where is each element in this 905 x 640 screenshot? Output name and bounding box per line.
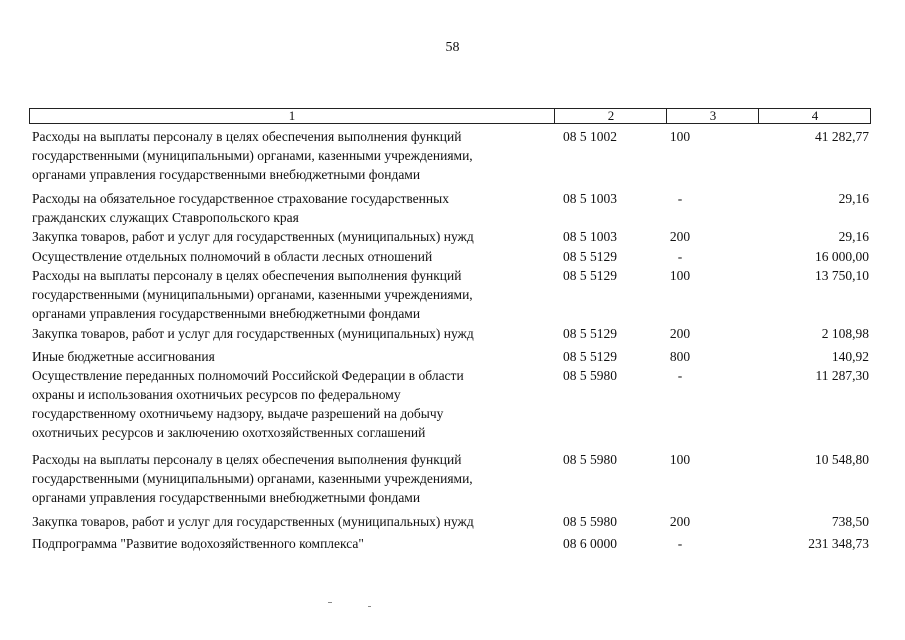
row-description (32, 324, 532, 343)
row-code: 08 5 5129 (563, 249, 617, 264)
description-line: Закупка товаров, работ и услуг для государственных (муниципальных) нужд (32, 229, 474, 244)
row-expense-type: 800 (669, 349, 691, 364)
row-description (32, 366, 532, 442)
row-expense-type: - (677, 536, 683, 551)
row-expense-type: 100 (669, 129, 691, 144)
table-header (29, 108, 871, 124)
row-expense-type: 100 (669, 452, 691, 467)
description-line: охотничьих ресурсов и заключению охотхозяйственных соглашений (32, 425, 426, 440)
row-amount: 140,92 (831, 349, 869, 364)
row-amount: 231 348,73 (808, 536, 869, 551)
header-col-2: 2 (554, 109, 667, 123)
row-expense-type: 200 (669, 326, 691, 341)
row-code: 08 5 5980 (563, 368, 617, 383)
row-code: 08 5 5129 (563, 349, 617, 364)
row-expense-type: - (677, 191, 683, 206)
description-line: Закупка товаров, работ и услуг для государственных (муниципальных) нужд (32, 326, 474, 341)
row-description (32, 189, 532, 227)
row-description (32, 127, 532, 184)
row-code: 08 5 5129 (563, 268, 617, 283)
description-line: Осуществление переданных полномочий Российской Федерации в области (32, 368, 464, 383)
row-code: 08 5 5980 (563, 514, 617, 529)
row-expense-type: - (677, 249, 683, 264)
row-expense-type: 200 (669, 514, 691, 529)
description-line: органами управления государственными внебюджетными фондами (32, 167, 421, 182)
row-expense-type: 200 (669, 229, 691, 244)
row-amount: 10 548,80 (815, 452, 869, 467)
description-line: Закупка товаров, работ и услуг для государственных (муниципальных) нужд (32, 514, 474, 529)
description-line: Иные бюджетные ассигнования (32, 349, 215, 364)
row-amount: 29,16 (838, 229, 869, 244)
row-amount: 16 000,00 (815, 249, 869, 264)
description-line: органами управления государственными внебюджетными фондами (32, 306, 421, 321)
row-code: 08 5 1003 (563, 191, 617, 206)
header-col-4: 4 (758, 109, 871, 123)
row-expense-type: 100 (669, 268, 691, 283)
description-line: органами управления государственными внебюджетными фондами (32, 490, 421, 505)
row-amount: 2 108,98 (821, 326, 869, 341)
row-description (32, 347, 532, 366)
scan-marks (320, 600, 380, 612)
row-description (32, 266, 532, 323)
row-amount: 738,50 (831, 514, 869, 529)
description-line: государственному охотничьему надзору, выдаче разрешений на добычу (32, 406, 444, 421)
description-line: Расходы на выплаты персоналу в целях обеспечения выполнения функций (32, 129, 462, 144)
row-amount: 11 287,30 (815, 368, 869, 383)
description-line: гражданских служащих Ставропольского края (32, 210, 299, 225)
row-description (32, 450, 532, 507)
row-code: 08 5 5980 (563, 452, 617, 467)
row-code: 08 5 1003 (563, 229, 617, 244)
page-number: 58 (445, 40, 460, 55)
description-line: государственными (муниципальными) органами, казенными учреждениями, (32, 471, 473, 486)
header-col-3: 3 (666, 109, 759, 123)
description-line: государственными (муниципальными) органами, казенными учреждениями, (32, 287, 473, 302)
row-code: 08 6 0000 (563, 536, 617, 551)
header-col-1: 1 (288, 108, 296, 123)
row-description (32, 247, 532, 266)
row-description (32, 227, 532, 246)
description-line: Расходы на выплаты персоналу в целях обеспечения выполнения функций (32, 268, 462, 283)
description-line: охраны и использования охотничьих ресурсов по федеральному (32, 387, 401, 402)
row-description (32, 534, 532, 553)
description-line: Расходы на обязательное государственное страхование государственных (32, 191, 449, 206)
row-expense-type: - (677, 368, 683, 383)
row-amount: 13 750,10 (815, 268, 869, 283)
row-code: 08 5 1002 (563, 129, 617, 144)
description-line: Осуществление отдельных полномочий в области лесных отношений (32, 249, 433, 264)
description-line: государственными (муниципальными) органами, казенными учреждениями, (32, 148, 473, 163)
row-description (32, 512, 532, 531)
description-line: Расходы на выплаты персоналу в целях обеспечения выполнения функций (32, 452, 462, 467)
row-code: 08 5 5129 (563, 326, 617, 341)
row-amount: 41 282,77 (815, 129, 869, 144)
row-amount: 29,16 (838, 191, 869, 206)
description-line: Подпрограмма "Развитие водохозяйственного комплекса" (32, 536, 364, 551)
